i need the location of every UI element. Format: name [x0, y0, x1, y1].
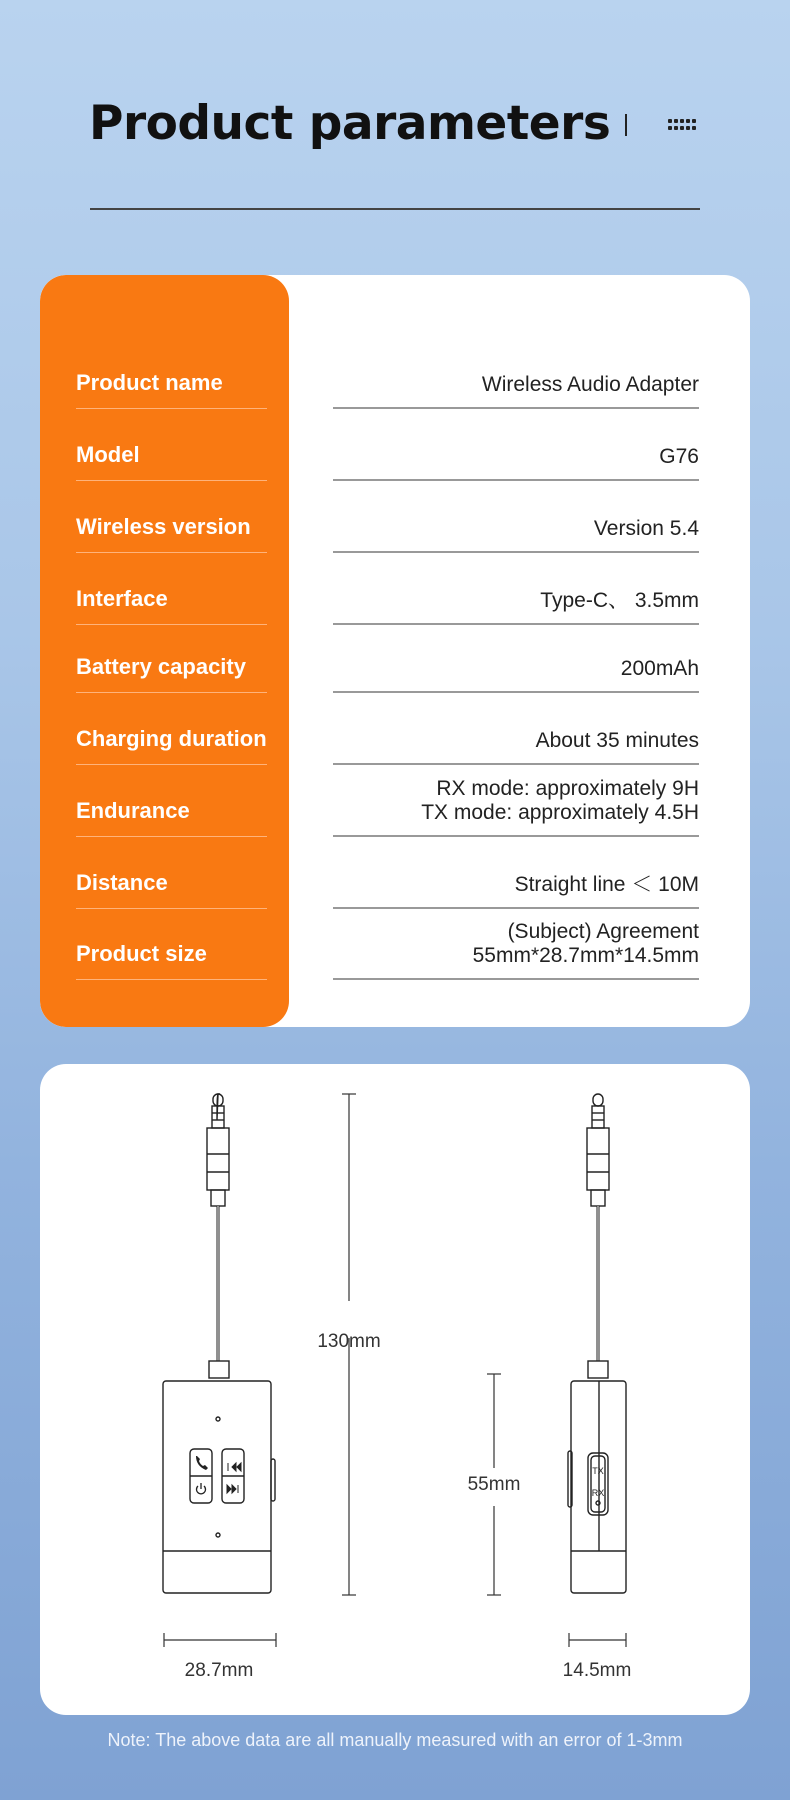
param-label: Charging duration	[76, 726, 267, 751]
param-value: RX mode: approximately 9H TX mode: approximately 4.5H	[421, 777, 699, 824]
param-label: Endurance	[76, 798, 190, 823]
measurement-note: Note: The above data are all manually measured with an error of 1-3mm	[107, 1730, 683, 1750]
param-label: Wireless version	[76, 514, 251, 539]
label-divider	[76, 979, 267, 980]
param-value: Version 5.4	[593, 517, 699, 540]
dimension-diagram	[40, 1064, 750, 1715]
body-length-label: 55mm	[467, 1474, 521, 1495]
param-label: Distance	[76, 870, 168, 895]
thickness-label: 14.5mm	[562, 1660, 632, 1681]
param-label: Product name	[76, 370, 223, 395]
side-view-device	[568, 1094, 626, 1593]
tx-label: TX	[592, 1466, 604, 1476]
param-row-product-size	[40, 909, 750, 980]
param-row-interface	[40, 553, 750, 625]
param-label: Product size	[76, 941, 207, 966]
param-value: (Subject) Agreement 55mm*28.7mm*14.5mm	[472, 920, 699, 967]
rx-label: RX	[591, 1488, 605, 1498]
param-row-product-name	[40, 337, 750, 409]
page-title: Product parameters	[89, 96, 611, 151]
dimension-drawing	[40, 1064, 750, 1715]
value-divider	[333, 978, 699, 980]
param-label: Model	[76, 442, 140, 467]
param-value: Wireless Audio Adapter	[481, 373, 699, 396]
param-value: G76	[659, 445, 699, 468]
title-divider	[625, 114, 627, 136]
param-row-battery-capacity	[40, 625, 750, 693]
total-length-label: 130mm	[317, 1331, 381, 1352]
param-label: Interface	[76, 586, 168, 611]
width-label: 28.7mm	[184, 1660, 254, 1681]
param-value: Type-C、 3.5mm	[540, 589, 699, 612]
grid-dots-icon[interactable]	[668, 119, 700, 133]
param-label: Battery capacity	[76, 654, 246, 679]
front-view-device	[163, 1094, 275, 1593]
param-row-endurance	[40, 765, 750, 837]
param-value: Straight line ＜ 10M	[514, 873, 699, 896]
dimension-lines	[164, 1094, 626, 1647]
param-row-charging-duration	[40, 693, 750, 765]
param-row-model	[40, 409, 750, 481]
param-value: 200mAh	[620, 657, 699, 680]
header-rule	[90, 208, 700, 210]
parameters-table	[40, 275, 750, 1027]
param-value: About 35 minutes	[535, 729, 699, 752]
param-row-distance	[40, 837, 750, 909]
param-row-wireless-version	[40, 481, 750, 553]
